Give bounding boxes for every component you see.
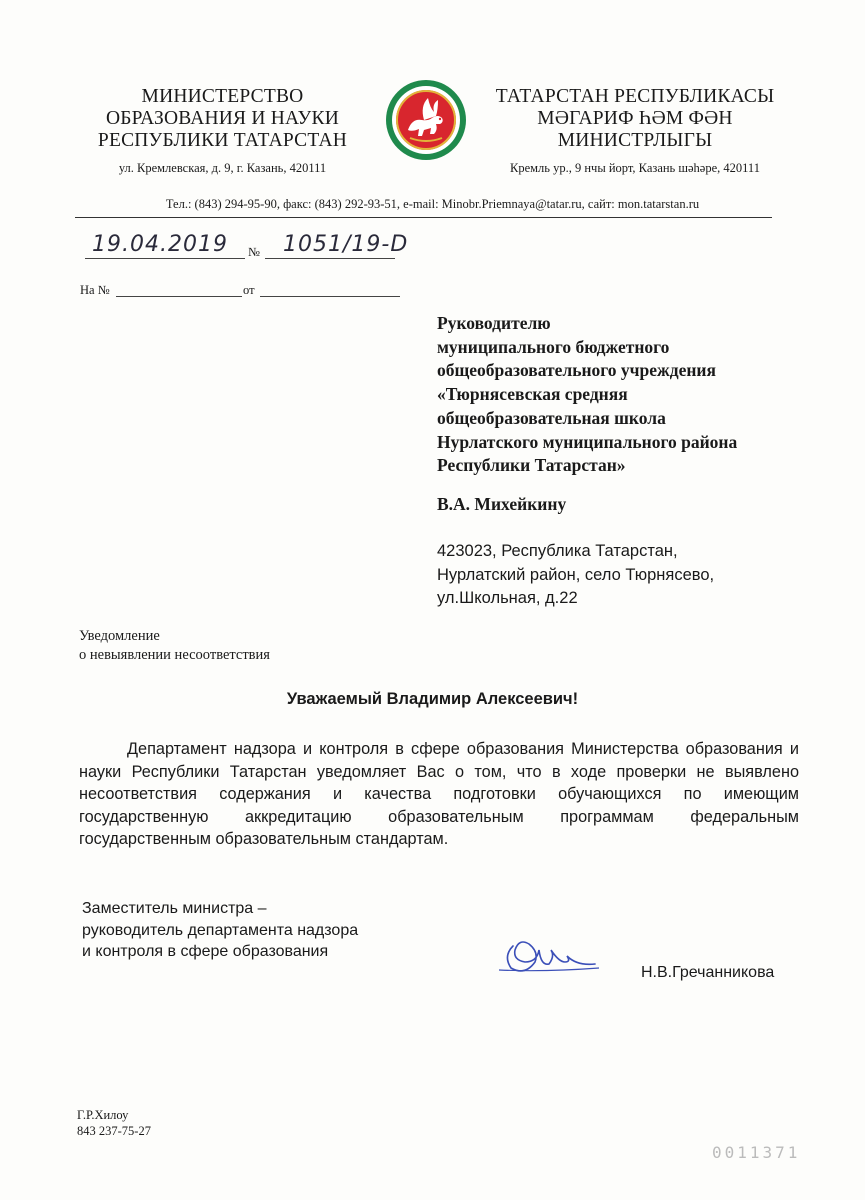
- letter-subject: Уведомление о невыявлении несоответствия: [79, 628, 270, 663]
- ministry-address-ru: ул. Кремлевская, д. 9, г. Казань, 420111: [118, 161, 327, 175]
- signer-name: Н.В.Гречанникова: [641, 964, 775, 981]
- letter-body: Департамент надзора и контроля в сфере образования Министерства образования и науки Республики Татарстан уведомляет Вас о том, что в ходе проверки не выявлено несоответствия содержания и качества подготовки обучающихся по имеющим государственную аккредитацию образовательным программам федеральным государственным образовательным стандартам.: [79, 740, 799, 848]
- reference-date-line: [260, 296, 400, 297]
- ministry-contacts: Тел.: (843) 294-95-90, факс: (843) 292-93-51, e-mail: Minobr.Priemnaya@tatar.ru, сайт: mon.tatarstan.ru: [165, 197, 700, 211]
- executor-info: Г.Р.Хилоу 843 237-75-27: [77, 1108, 151, 1138]
- handwritten-signature-icon: [495, 932, 605, 980]
- letter-number: 1051/19-D: [283, 232, 409, 257]
- number-underline: [265, 258, 395, 259]
- signer-position: Заместитель министра – руководитель департамента надзора и контроля в сфере образования: [82, 900, 359, 960]
- recipient-address: 423023, Республика Татарстан, Нурлатский район, село Тюрнясево, ул.Школьная, д.22: [437, 542, 715, 607]
- addressee-block: Руководителю муниципального бюджетного общеобразовательного учреждения «Тюрнясевская средняя общеобразовательная школа Нурлатского муниципального района Республики Татарстан»: [437, 313, 738, 476]
- reference-from-label: от: [243, 283, 255, 297]
- reference-number-line: [116, 296, 242, 297]
- header-divider: [75, 217, 772, 218]
- reference-number-label: На №: [80, 283, 110, 297]
- date-underline: [85, 258, 245, 259]
- greeting: Уважаемый Владимир Алексеевич!: [286, 690, 579, 708]
- letter-date: 19.04.2019: [92, 232, 228, 257]
- ministry-name-ru: МИНИСТЕРСТВО ОБРАЗОВАНИЯ И НАУКИ РЕСПУБЛИКИ ТАТАРСТАН: [97, 86, 348, 151]
- form-serial-number: 0011371: [712, 1143, 801, 1162]
- number-label: №: [248, 245, 260, 259]
- ministry-name-tt: ТАТАРСТАН РЕСПУБЛИКАСЫ МӘГАРИФ ҺӘМ ФӘН МИНИСТРЛЫГЫ: [495, 86, 775, 151]
- tatarstan-emblem-icon: [384, 78, 468, 162]
- recipient-name: В.А. Михейкину: [437, 494, 567, 514]
- ministry-address-tt: Кремль ур., 9 нчы йорт, Казань шәһәре, 420111: [510, 161, 760, 175]
